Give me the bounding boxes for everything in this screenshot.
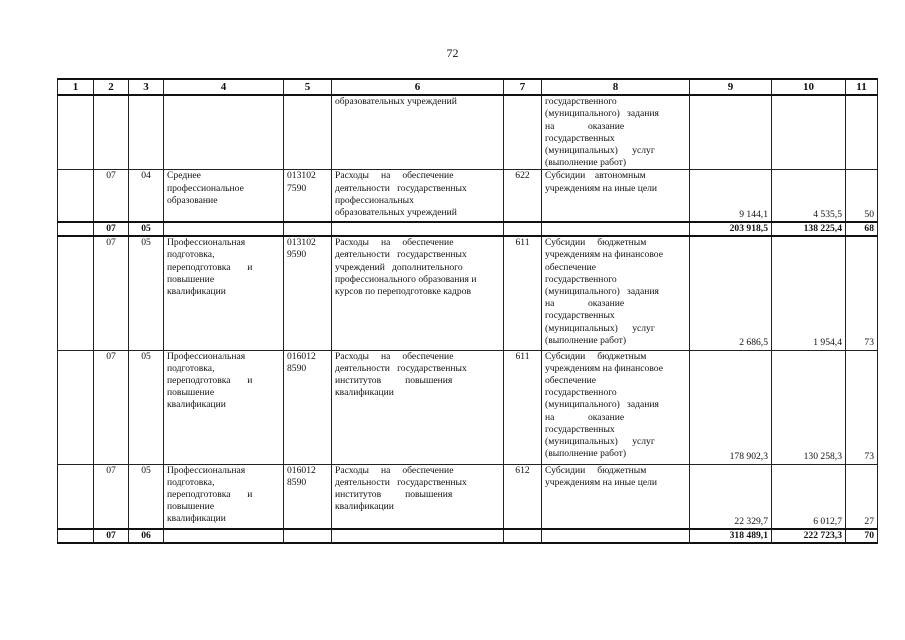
- table-row: [58, 170, 878, 222]
- cell-c2: 07: [94, 236, 129, 350]
- cell-expense-description-line: деятельности государственных: [335, 249, 467, 261]
- cell-section-name-line: переподготовка и: [167, 489, 253, 501]
- cell-expense-type-line: (выполнение работ): [545, 157, 627, 169]
- cell-c11: 73: [846, 236, 878, 350]
- cell-expense-type-line: обеспечение: [545, 261, 597, 273]
- cell-section-name-line: квалификации: [167, 399, 226, 411]
- cell-expense-type-line: государственных: [545, 310, 615, 322]
- cell-expense-type-line: государственных: [545, 132, 615, 144]
- cell-c1: [58, 464, 94, 529]
- cell-expense-description-line: Расходы на обеспечение: [335, 237, 454, 249]
- header-cell: 10: [772, 79, 846, 95]
- table-row: [58, 350, 878, 464]
- cell-expense-description-line: квалификации: [335, 501, 394, 513]
- cell-c7: 622: [504, 170, 542, 222]
- cell-section-name-line: Профессиональная: [167, 464, 246, 476]
- cell-expense-type-line: обеспечение: [545, 375, 597, 387]
- cell-c1: [58, 350, 94, 464]
- cell-c11: 70: [846, 529, 878, 543]
- table-header-row: [58, 79, 878, 95]
- cell-c11: 27: [846, 464, 878, 529]
- cell-expense-description-line: деятельности государственных: [335, 182, 467, 194]
- cell-expense-description: [332, 95, 504, 170]
- header-cell: 1: [58, 79, 94, 95]
- cell-expense-type-line: (выполнение работ): [545, 334, 627, 346]
- cell-c10: [772, 95, 846, 170]
- cell-section-name-line: повышение: [167, 273, 215, 285]
- cell-section-name: [164, 464, 284, 529]
- cell-c2: 07: [94, 222, 129, 236]
- header-cell: 5: [284, 79, 332, 95]
- cell-section-name-line: Профессиональная: [167, 237, 246, 249]
- cell-empty: [284, 529, 332, 543]
- cell-expense-type: [542, 236, 690, 350]
- cell-expense-type-line: учреждениям на иные цели: [545, 182, 658, 194]
- cell-expense-type-line: (муниципальных) услуг: [545, 322, 655, 334]
- cell-c9: 203 918,5: [690, 222, 772, 236]
- cell-empty: [164, 529, 284, 543]
- cell-target-article: [284, 464, 332, 529]
- cell-c10: 4 535,5: [772, 170, 846, 222]
- header-cell: 8: [542, 79, 690, 95]
- cell-expense-type: [542, 170, 690, 222]
- cell-c3: [129, 95, 164, 170]
- cell-c2: 07: [94, 170, 129, 222]
- cell-expense-description-line: образовательных учреждений: [335, 207, 457, 219]
- cell-section-name-line: подготовка,: [167, 362, 215, 374]
- cell-c3: 05: [129, 464, 164, 529]
- cell-expense-description-line: Расходы на обеспечение: [335, 170, 454, 182]
- header-cell: 4: [164, 79, 284, 95]
- cell-expense-description-line: образовательных учреждений: [335, 96, 457, 108]
- header-cell: 9: [690, 79, 772, 95]
- cell-section-name-line: Среднее: [167, 170, 201, 182]
- cell-c9: 22 329,7: [690, 464, 772, 529]
- cell-expense-type-line: (выполнение работ): [545, 448, 627, 460]
- cell-expense-type-line: Субсидии бюджетным: [545, 237, 647, 249]
- cell-expense-description-line: деятельности государственных: [335, 362, 467, 374]
- cell-expense-type: [542, 350, 690, 464]
- table-row: [58, 95, 878, 170]
- cell-target-article: [284, 236, 332, 350]
- cell-expense-description-line: институтов повышения: [335, 375, 453, 387]
- cell-c10: 138 225,4: [772, 222, 846, 236]
- header-cell: 3: [129, 79, 164, 95]
- cell-section-name-line: профессиональное: [167, 182, 244, 194]
- cell-expense-description-line: профессионального образования и: [335, 273, 477, 285]
- table-body: [58, 95, 878, 543]
- cell-section-name-line: подготовка,: [167, 249, 215, 261]
- cell-section-name-line: квалификации: [167, 285, 226, 297]
- header-cell: 2: [94, 79, 129, 95]
- table-row-total: [58, 222, 878, 236]
- cell-target-article-line: 013102: [287, 170, 316, 182]
- cell-expense-description-line: Расходы на обеспечение: [335, 464, 454, 476]
- header-cell: 6: [332, 79, 504, 95]
- cell-target-article-line: 8590: [287, 476, 307, 488]
- cell-c10: 1 954,4: [772, 236, 846, 350]
- table-row-total: [58, 529, 878, 543]
- cell-expense-type-line: государственного: [545, 387, 617, 399]
- cell-section-name-line: повышение: [167, 387, 215, 399]
- cell-c9: 9 144,1: [690, 170, 772, 222]
- cell-target-article-line: 016012: [287, 464, 316, 476]
- cell-section-name-line: квалификации: [167, 513, 226, 525]
- cell-c2: [94, 95, 129, 170]
- cell-target-article-line: 013102: [287, 237, 316, 249]
- cell-expense-type-line: учреждениям на финансовое: [545, 362, 663, 374]
- cell-empty: [504, 222, 542, 236]
- cell-c9: 318 489,1: [690, 529, 772, 543]
- cell-expense-description-line: квалификации: [335, 387, 394, 399]
- cell-c1: [58, 95, 94, 170]
- cell-expense-description: [332, 170, 504, 222]
- cell-c11: 73: [846, 350, 878, 464]
- cell-c9: 2 686,5: [690, 236, 772, 350]
- cell-c10: 222 723,3: [772, 529, 846, 543]
- cell-c10: 6 012,7: [772, 464, 846, 529]
- cell-section-name: [164, 170, 284, 222]
- cell-section-name-line: повышение: [167, 501, 215, 513]
- cell-c11: [846, 95, 878, 170]
- cell-section-name-line: переподготовка и: [167, 261, 253, 273]
- cell-section-name: [164, 350, 284, 464]
- cell-expense-type-line: учреждениям на финансовое: [545, 249, 663, 261]
- cell-expense-description-line: учреждений дополнительного: [335, 261, 463, 273]
- cell-empty: [504, 529, 542, 543]
- cell-expense-description: [332, 236, 504, 350]
- cell-target-article: [284, 170, 332, 222]
- cell-c7: 611: [504, 236, 542, 350]
- cell-expense-description-line: деятельности государственных: [335, 476, 467, 488]
- cell-c7: 611: [504, 350, 542, 464]
- cell-target-article-line: 9590: [287, 249, 307, 261]
- budget-table: [57, 78, 878, 544]
- cell-expense-type-line: (муниципального) задания: [545, 399, 659, 411]
- cell-expense-description-line: Расходы на обеспечение: [335, 350, 454, 362]
- cell-expense-type-line: Субсидии автономным: [545, 170, 646, 182]
- cell-section-name-line: образование: [167, 194, 218, 206]
- cell-empty: [542, 529, 690, 543]
- cell-target-article-line: 8590: [287, 362, 307, 374]
- cell-c2: 07: [94, 350, 129, 464]
- table-row: [58, 236, 878, 350]
- cell-empty: [542, 222, 690, 236]
- cell-c3: 05: [129, 222, 164, 236]
- cell-expense-type-line: Субсидии бюджетным: [545, 464, 647, 476]
- cell-c1: [58, 170, 94, 222]
- cell-target-article: [284, 350, 332, 464]
- cell-expense-type-line: государственного: [545, 96, 617, 108]
- cell-expense-type-line: на оказание: [545, 298, 625, 310]
- cell-empty: [58, 529, 94, 543]
- cell-c2: 07: [94, 464, 129, 529]
- cell-expense-type-line: (муниципальных) услуг: [545, 145, 655, 157]
- cell-c7: [504, 95, 542, 170]
- cell-expense-description-line: курсов по переподготовке кадров: [335, 285, 472, 297]
- cell-section-name-line: Профессиональная: [167, 350, 246, 362]
- cell-expense-type-line: государственных: [545, 423, 615, 435]
- cell-expense-type-line: государственного: [545, 273, 617, 285]
- cell-expense-type-line: на оказание: [545, 411, 625, 423]
- cell-c9: [690, 95, 772, 170]
- cell-empty: [58, 222, 94, 236]
- cell-empty: [284, 222, 332, 236]
- cell-expense-description: [332, 350, 504, 464]
- cell-expense-description-line: профессиональных: [335, 194, 414, 206]
- page-number: 72: [446, 46, 459, 60]
- cell-expense-type-line: (муниципальных) услуг: [545, 436, 655, 448]
- cell-expense-type-line: (муниципального) задания: [545, 108, 659, 120]
- cell-c3: 04: [129, 170, 164, 222]
- cell-c9: 178 902,3: [690, 350, 772, 464]
- cell-expense-type-line: учреждениям на иные цели: [545, 476, 658, 488]
- header-cell: 11: [846, 79, 878, 95]
- cell-c3: 05: [129, 350, 164, 464]
- cell-target-article-line: 7590: [287, 182, 307, 194]
- cell-expense-type-line: на оказание: [545, 120, 625, 132]
- cell-empty: [164, 222, 284, 236]
- cell-section-name-line: подготовка,: [167, 476, 215, 488]
- cell-c10: 130 258,3: [772, 350, 846, 464]
- cell-c11: 68: [846, 222, 878, 236]
- cell-c11: 50: [846, 170, 878, 222]
- cell-expense-description-line: институтов повышения: [335, 489, 453, 501]
- cell-expense-type-line: Субсидии бюджетным: [545, 350, 647, 362]
- cell-c3: 05: [129, 236, 164, 350]
- cell-target-article: [284, 95, 332, 170]
- table-row: [58, 464, 878, 529]
- cell-c7: 612: [504, 464, 542, 529]
- cell-expense-type-line: (муниципального) задания: [545, 285, 659, 297]
- cell-expense-description: [332, 464, 504, 529]
- cell-c1: [58, 236, 94, 350]
- cell-c3: 06: [129, 529, 164, 543]
- cell-expense-type: [542, 464, 690, 529]
- cell-c2: 07: [94, 529, 129, 543]
- header-cell: 7: [504, 79, 542, 95]
- cell-empty: [332, 222, 504, 236]
- cell-section-name-line: переподготовка и: [167, 375, 253, 387]
- cell-target-article-line: 016012: [287, 350, 316, 362]
- cell-empty: [332, 529, 504, 543]
- cell-section-name: [164, 95, 284, 170]
- cell-section-name: [164, 236, 284, 350]
- cell-expense-type: [542, 95, 690, 170]
